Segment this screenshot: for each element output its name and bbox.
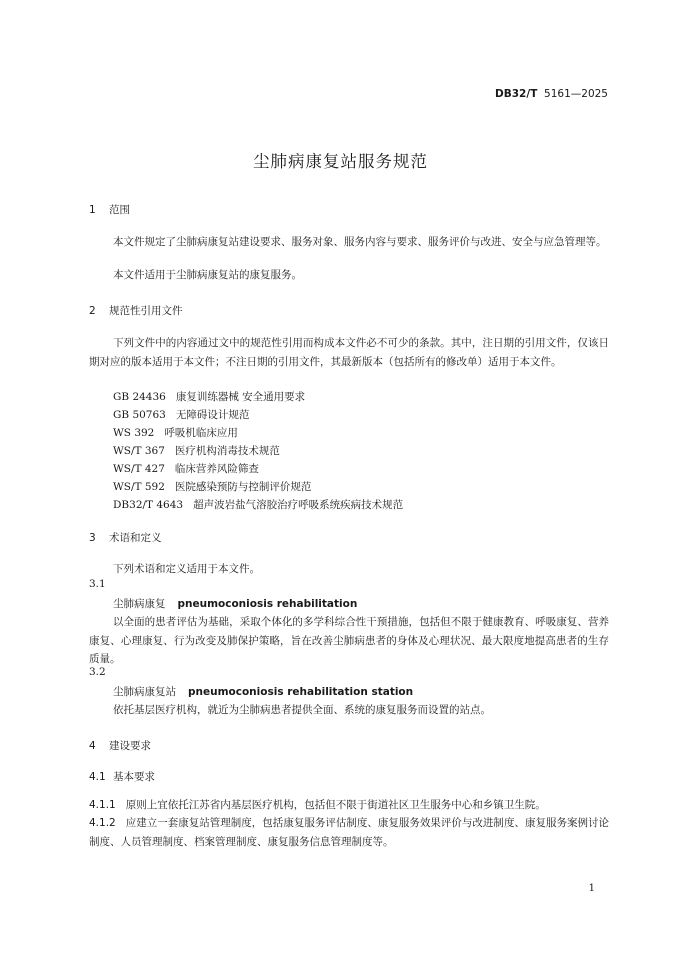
reference-code: DB32/T 4643 — [113, 499, 184, 511]
reference-name: 超声波岩盐气溶胶治疗呼吸系统疾病技术规范 — [193, 499, 404, 511]
section-number: 2 — [89, 305, 96, 317]
clause-number: 4.1.2 — [89, 817, 116, 829]
term-definition: 依托基层医疗机构，就近为尘肺病患者提供全面、系统的康复服务而设置的站点。 — [113, 704, 491, 716]
clause-number: 4.1.1 — [89, 799, 116, 811]
standard-number-header — [495, 88, 608, 100]
reference-code: GB 50763 — [113, 409, 166, 421]
page-number: 1 — [588, 883, 595, 894]
reference-name: 无障碍设计规范 — [175, 409, 250, 421]
reference-code: GB 24436 — [113, 391, 166, 403]
clause-text: 原则上宜依托江苏省内基层医疗机构，包括但不限于街道社区卫生服务中心和乡镇卫生院。 — [125, 799, 546, 811]
subsection-number: 4.1 — [89, 771, 106, 783]
reference-code: WS/T 592 — [113, 481, 165, 493]
subsection-4-1-heading — [89, 769, 155, 784]
term-chinese: 尘肺病康复站 — [113, 686, 176, 698]
term-english: pneumoconiosis rehabilitation station — [188, 686, 414, 698]
term-heading — [113, 684, 413, 699]
term-heading — [113, 596, 357, 611]
section-title: 范围 — [109, 204, 130, 216]
section-title: 建设要求 — [109, 740, 151, 752]
standard-prefix: DB32/T — [495, 88, 538, 100]
reference-item — [113, 407, 249, 422]
term-number: 3.1 — [89, 578, 106, 590]
section-1-paragraph-2: 本文件适用于尘肺病康复站的康复服务。 — [113, 269, 302, 281]
reference-code: WS/T 427 — [113, 463, 165, 475]
term-chinese: 尘肺病康复 — [113, 598, 166, 610]
section-3-paragraph: 下列术语和定义适用于本文件。 — [113, 563, 260, 575]
term-number: 3.2 — [89, 666, 106, 678]
section-2-heading — [89, 303, 183, 318]
subsection-title: 基本要求 — [113, 771, 155, 783]
reference-item — [113, 443, 280, 458]
reference-name: 康复训练器械 安全通用要求 — [175, 391, 306, 403]
term-definition: 以全面的患者评估为基础，采取个体化的多学科综合性干预措施，包括但不限于健康教育、呼吸康复、营养康复、心理康复、行为改变及肺保护策略，旨在改善尘肺病患者的身体及心理状况、最大限度地提高患者的生存质量。 — [89, 616, 609, 665]
section-1-heading — [89, 202, 130, 217]
reference-item — [113, 389, 305, 404]
reference-name: 医疗机构消毒技术规范 — [174, 445, 280, 457]
clause-4-1-2 — [89, 814, 609, 851]
section-4-heading — [89, 738, 151, 753]
section-title: 规范性引用文件 — [109, 305, 183, 317]
section-title: 术语和定义 — [109, 532, 162, 544]
reference-name: 呼吸机临床应用 — [164, 427, 238, 439]
section-2-paragraph: 下列文件中的内容通过文中的规范性引用而构成本文件必不可少的条款。其中，注日期的引用文件，仅该日期对应的版本适用于本文件；不注日期的引用文件，其最新版本（包括所有的修改单）适用于本文件。 — [89, 337, 609, 368]
reference-code: WS/T 367 — [113, 445, 165, 457]
reference-item — [113, 479, 311, 494]
section-3-heading — [89, 530, 162, 545]
section-number: 3 — [89, 532, 96, 544]
reference-item — [113, 497, 403, 512]
reference-item — [113, 461, 259, 476]
clause-text: 应建立一套康复站管理制度，包括康复服务评估制度、康复服务效果评价与改进制度、康复服务案例讨论制度、人员管理制度、档案管理制度、康复服务信息管理制度等。 — [89, 817, 609, 848]
reference-code: WS 392 — [113, 427, 155, 439]
term-english: pneumoconiosis rehabilitation — [177, 598, 358, 610]
document-title: 尘肺病康复站服务规范 — [253, 152, 428, 171]
clause-4-1-1 — [89, 796, 609, 815]
section-number: 4 — [89, 740, 96, 752]
section-number: 1 — [89, 204, 96, 216]
section-1-paragraph-1: 本文件规定了尘肺病康复站建设要求、服务对象、服务内容与要求、服务评价与改进、安全与应急管理等。 — [113, 236, 607, 248]
standard-number: 5161—2025 — [544, 88, 608, 100]
reference-name: 临床营养风险筛查 — [174, 463, 259, 475]
reference-name: 医院感染预防与控制评价规范 — [174, 481, 312, 493]
reference-item — [113, 425, 238, 440]
